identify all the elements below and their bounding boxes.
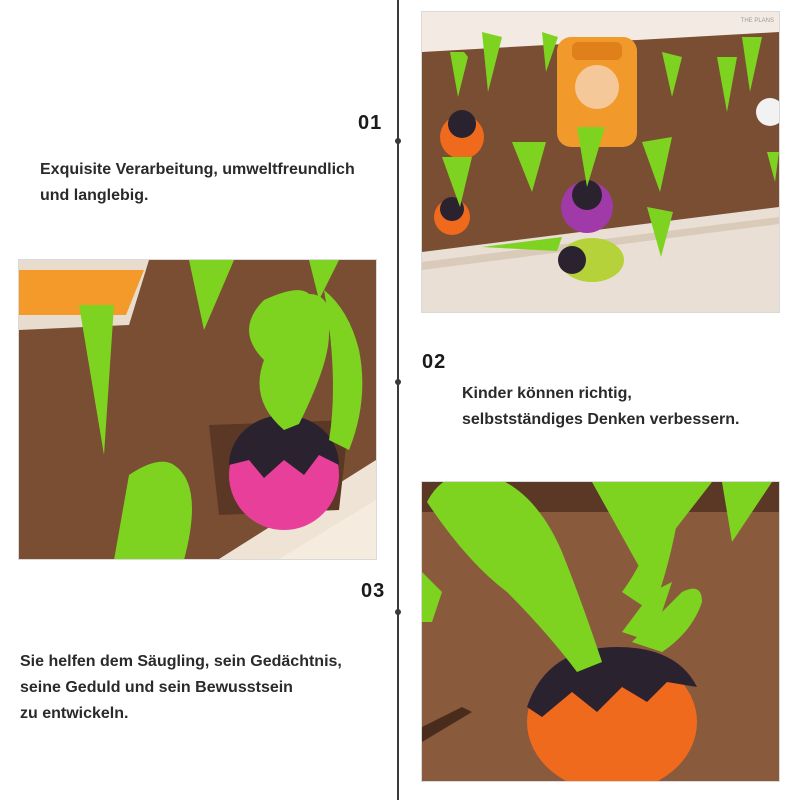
photo-radish-closeup [18, 259, 377, 560]
step-03-line-2: seine Geduld und sein Bewusstsein [20, 679, 293, 696]
step-02-line-1: Kinder können richtig, [462, 385, 632, 402]
timeline-line [397, 0, 399, 800]
photo-corner-label: THE PLANS [740, 18, 774, 24]
step-number-02: 02 [422, 351, 447, 373]
timeline-dot-02 [395, 379, 401, 385]
step-03-description [20, 649, 342, 727]
step-02-description [462, 381, 739, 433]
step-03-line-3: zu entwickeln. [20, 705, 129, 722]
radish-closeup-illustration [19, 260, 376, 559]
step-01-description [40, 157, 355, 209]
step-01-line-2: und langlebig. [40, 187, 149, 204]
timeline-dot-03 [395, 609, 401, 615]
photo-carrot-closeup [421, 481, 780, 782]
step-03-line-1: Sie helfen dem Säugling, sein Gedächtnis, [20, 653, 342, 670]
photo-carrot-box [421, 11, 780, 313]
step-number-03: 03 [361, 580, 386, 602]
step-02-line-2: selbstständiges Denken verbessern. [462, 411, 740, 428]
carrot-box-illustration [422, 12, 779, 312]
step-01-line-1: Exquisite Verarbeitung, umweltfreundlich [40, 161, 355, 178]
step-number-01: 01 [358, 112, 383, 134]
carrot-closeup-illustration [422, 482, 779, 781]
timeline-dot-01 [395, 138, 401, 144]
